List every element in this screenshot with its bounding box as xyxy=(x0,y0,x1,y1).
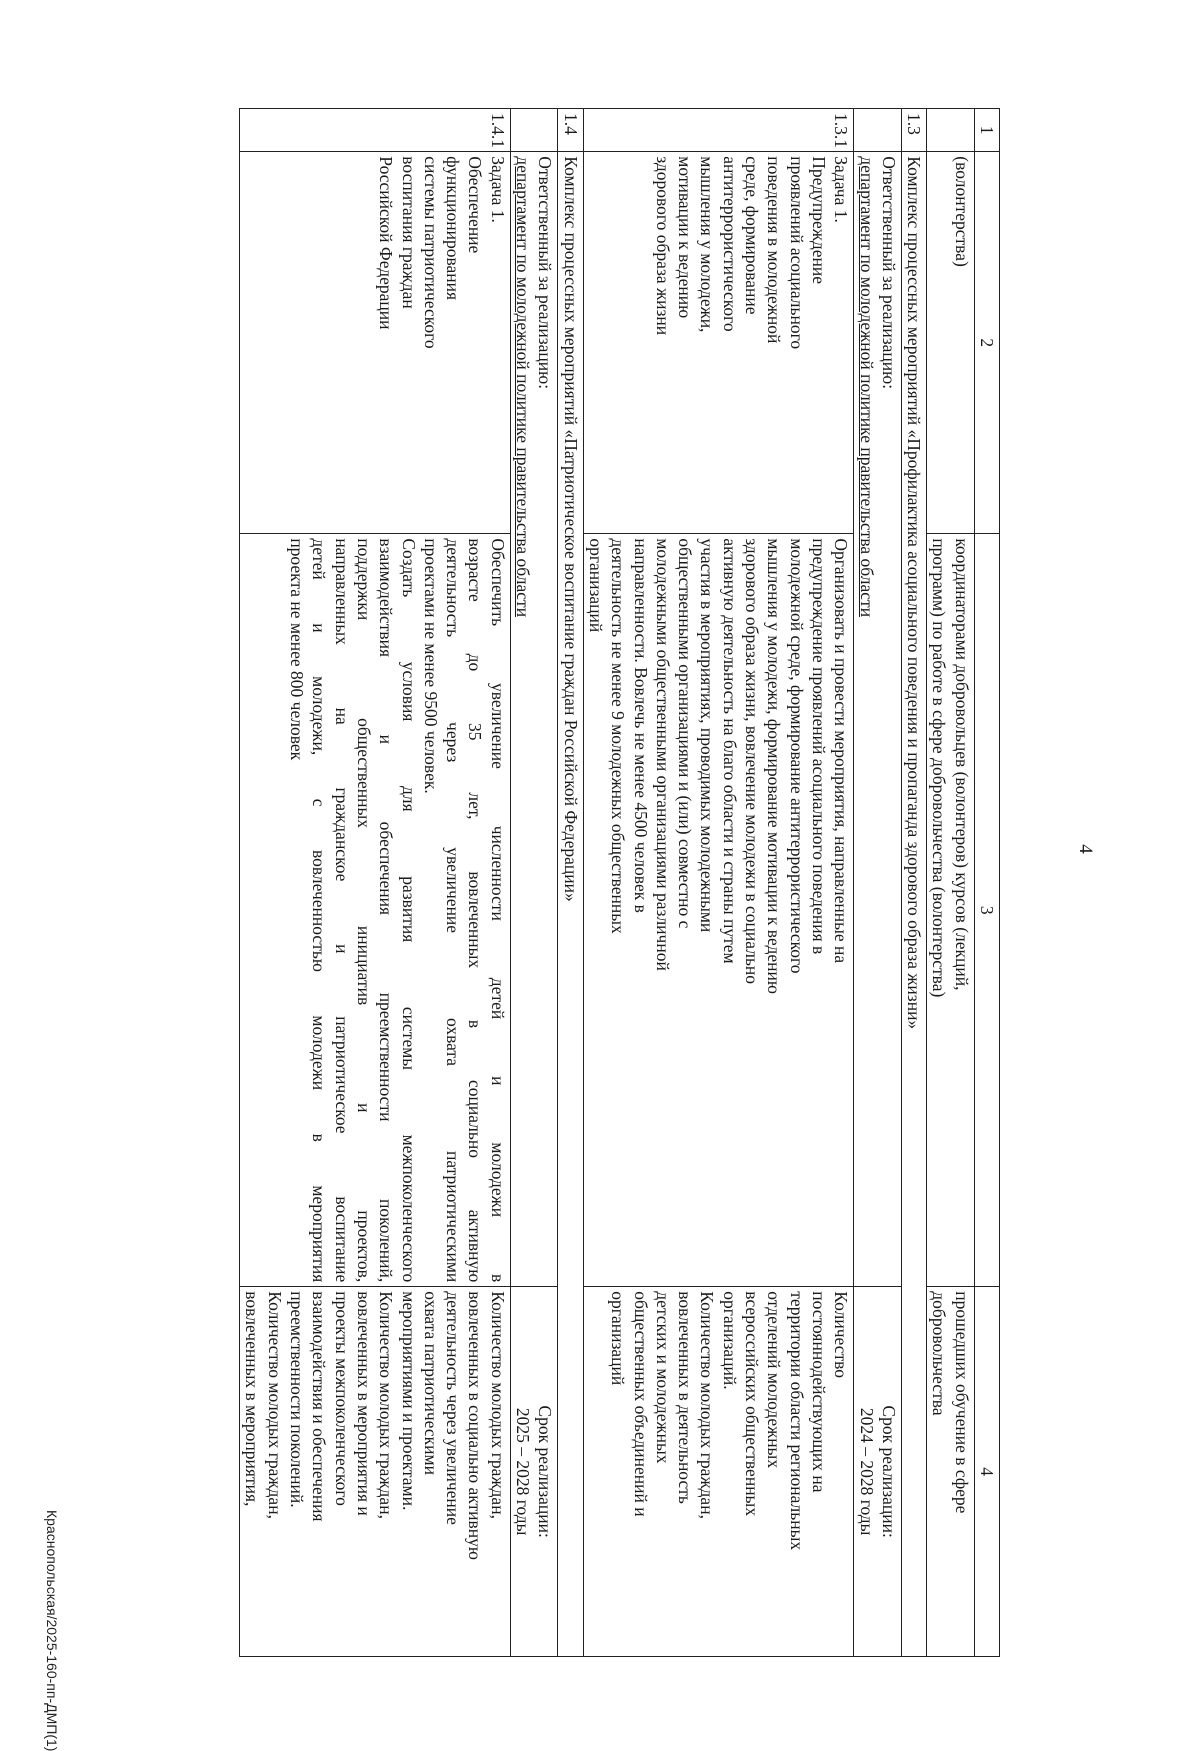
table-row-continuation xyxy=(927,109,975,1657)
program-table xyxy=(239,108,1000,1657)
header-col-2: 2 xyxy=(974,152,999,534)
cont-indicator-cell: прошедших обучение в сфере добровольчества xyxy=(927,1287,975,1657)
table-row-1-4-1 xyxy=(240,109,511,1657)
section-1-4-title-row xyxy=(558,109,583,1657)
section-title: Комплекс процессных мероприятий «Патриотическое воспитание граждан Российской Федерации» xyxy=(558,152,583,1657)
indicator-cell: Количество молодых граждан, вовлеченных в социально активную деятельность через увеличение охвата патриотическими мероприятиями и проектами. Количество молодых граждан, вовлеченных в мероприятия и проекты межпоколенческого взаимодействия и обеспечения преемственности поколений. Количество молодых граждан, вовлеченных в мероприятия, xyxy=(240,1287,511,1657)
responsible-department: департамент по молодежной политике правительства области xyxy=(856,156,877,618)
task-cell: Задача 1. Обеспечение функционирования системы патриотического воспитания граждан Российской Федерации xyxy=(240,152,511,534)
task-cell: Задача 1. Предупреждение проявлений асоциального поведения в молодежной среде, формирование антитеррористического мышления у молодежи, мотивации к ведению здорового образа жизни xyxy=(583,152,854,534)
result-cell: Организовать и провести мероприятия, направленные на предупреждение проявлений асоциального поведения в молодежной среде, формирование антитеррористического мышления у молодежи, формирование мотивации к ведению здорового образа жизни, вовлечение молодежи в социально активную деятельность на благо области и страны путем участия в мероприятиях, проводимых молодежными общественными организациями и (или) совместно с молодежными общественными организациями различной направленности. Вовлечь не менее 4500 человек в деятельность не менее 9 молодежных общественных организаций xyxy=(583,534,854,1287)
period-label: Срок реализации: xyxy=(878,1405,899,1538)
page-number: 4 xyxy=(1074,844,1096,854)
header-col-3: 3 xyxy=(974,534,999,1287)
row-number: 1.4.1 xyxy=(240,109,511,152)
period-value: 2025 – 2028 годы xyxy=(513,1407,534,1536)
row-number: 1.3.1 xyxy=(583,109,854,152)
responsible-department: департамент по молодежной политике правительства области xyxy=(513,156,534,618)
responsible-label: Ответственный за реализацию: xyxy=(535,156,556,390)
indicator-cell: Количество постояннодействующих на территории области региональных отделений молодежных всероссийских общественных организаций. Количество молодых граждан, вовлеченных в деятельность детских и молодежных общественных объединений и организаций xyxy=(583,1287,854,1657)
period-value: 2024 – 2028 годы xyxy=(856,1407,877,1536)
responsible-cell xyxy=(854,152,902,1287)
cont-result-cell: координаторами добровольцев (волонтеров) курсов (лекций, программ) по работе в сфере добровольчества (волонтерства) xyxy=(927,534,975,1287)
section-1-4-responsible-row xyxy=(510,109,558,1657)
result-cell: Обеспечить увеличение численности детей и молодежи в возрасте до 35 лет, вовлеченных в социально активную деятельность через увеличение охвата патриотическими проектами не менее 9500 человек. Создать условия для развития системы межпоколенческого взаимодействия и обеспечения преемственности поколений, поддержки общественных инициатив и проектов, направленных на гражданское и патриотическое воспитание детей и молодежи, с вовлеченностью молодежи в мероприятия проекта не менее 800 человек xyxy=(240,534,511,1287)
responsible-label: Ответственный за реализацию: xyxy=(878,156,899,390)
period-cell xyxy=(854,1287,902,1657)
section-number: 1.4 xyxy=(558,109,583,152)
period-cell xyxy=(510,1287,558,1657)
section-1-3-title-row xyxy=(901,109,926,1657)
section-number: 1.3 xyxy=(901,109,926,152)
rotated-page xyxy=(95,108,1000,1657)
table-row-1-3-1 xyxy=(583,109,854,1657)
header-col-4: 4 xyxy=(974,1287,999,1657)
section-title: Комплекс процессных мероприятий «Профилактика асоциального поведения и пропаганда здорового образа жизни» xyxy=(901,152,926,1657)
table-header-row xyxy=(974,109,999,1657)
period-label: Срок реализации: xyxy=(535,1405,556,1538)
header-col-1: 1 xyxy=(974,109,999,152)
responsible-cell xyxy=(510,152,558,1287)
cont-task-cell: (волонтерства) xyxy=(927,152,975,534)
document-code: Краснопольская/2025-160-пп-ДМП(1) xyxy=(44,1510,60,1751)
section-1-3-responsible-row xyxy=(854,109,902,1657)
